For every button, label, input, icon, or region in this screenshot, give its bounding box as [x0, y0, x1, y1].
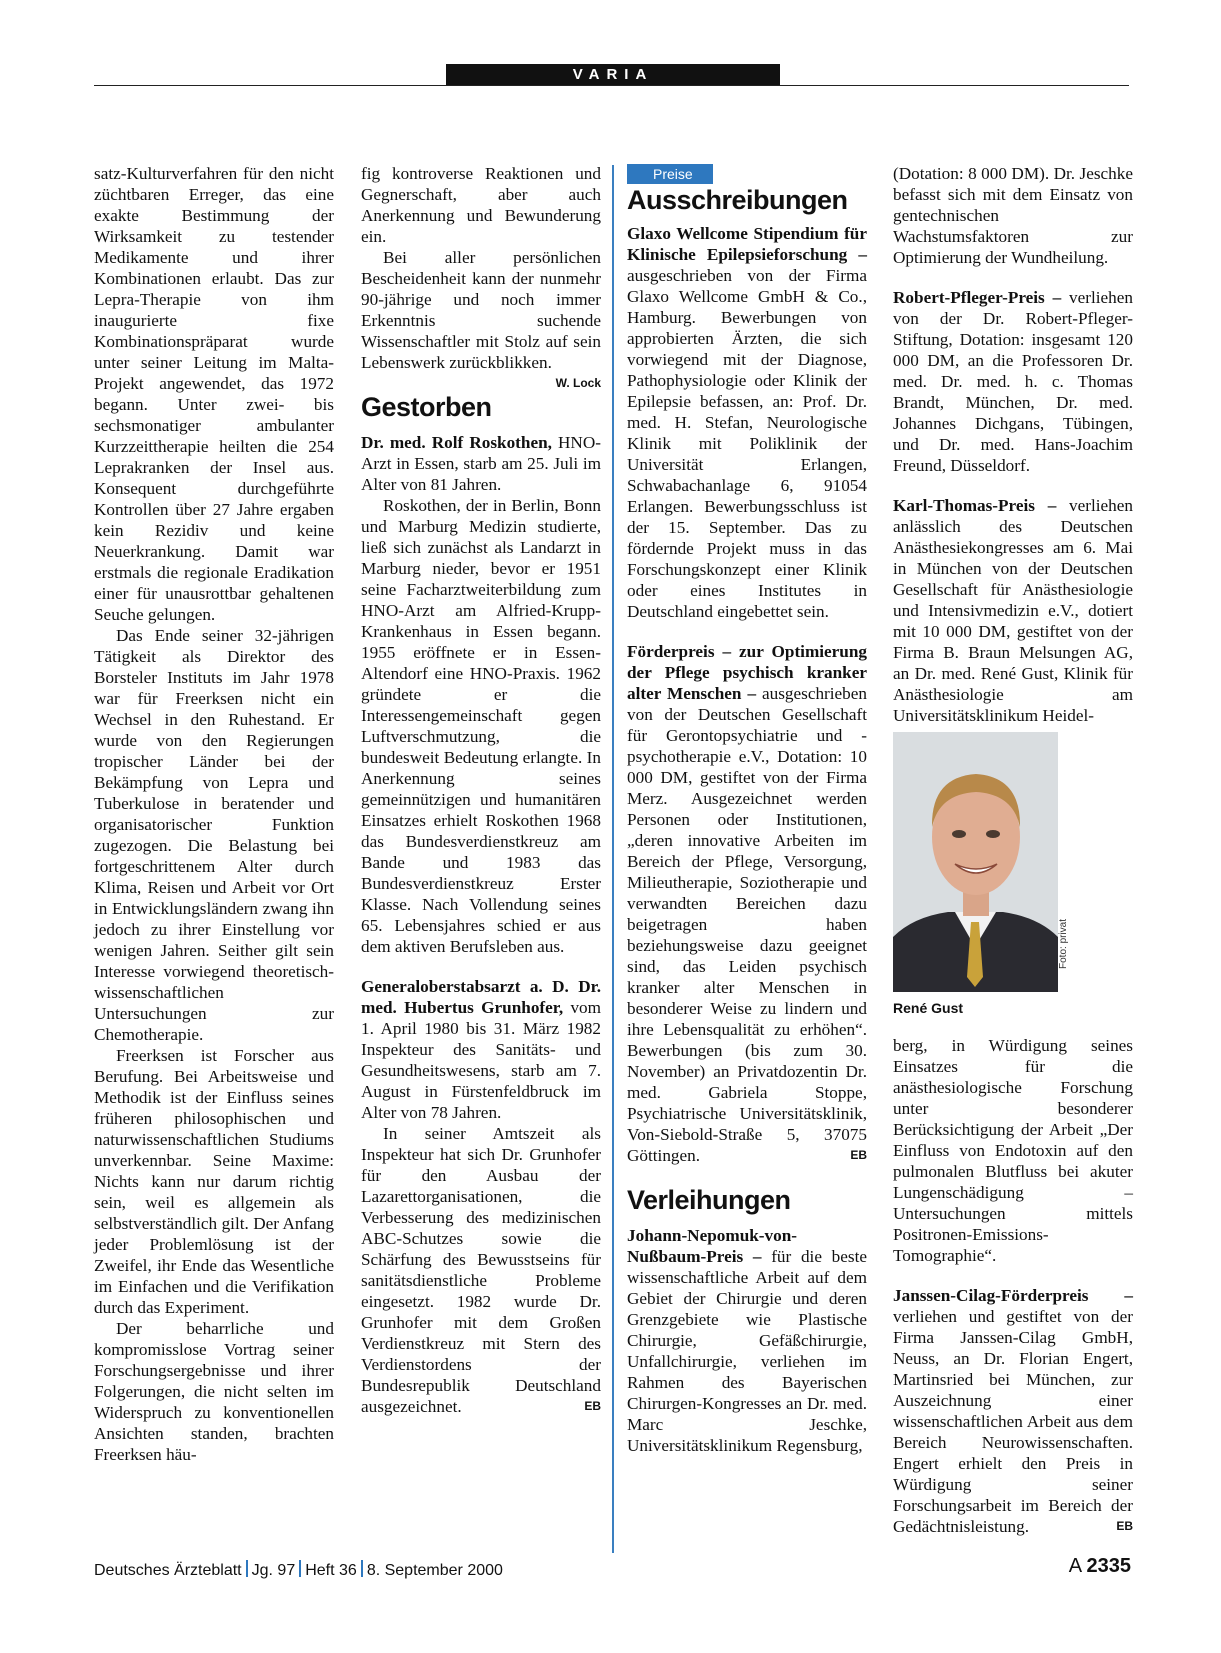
column-4 [893, 163, 1133, 1537]
page-number-value: 2335 [1086, 1555, 1131, 1577]
obituary-entry [361, 976, 601, 1123]
award-entry [893, 1285, 1133, 1537]
entry-text: verliehen und gestiftet von der Firma Janssen-Cilag GmbH, Neuss, an Dr. Florian Engert, Martinsried bei München, zur Auszeichnung einer wissenschaftlichen Arbeit aus dem Bereich Neurowissenschaften. Engert erhielt den Preis in Würdigung seiner Forschungsarbeit im Bereich der Gedächtnisleistung. [893, 1307, 1133, 1536]
section-label: VARIA [446, 64, 780, 86]
entry-text: HNO-Arzt in Essen, starb am 25. Juli im Alter von 81 Jahren. [361, 433, 601, 494]
section-heading-gestorben: Gestorben [361, 392, 492, 422]
award-entry [893, 287, 1133, 476]
entry-text: vom 1. April 1980 bis 31. März 1982 Inspekteur des Sanitäts- und Gesundheitswesens, starb am 7. August in Fürstenfeldbruck im Alter von 78 Jahren. [361, 998, 601, 1122]
separator [299, 1560, 301, 1577]
column-3 [627, 163, 867, 1456]
page-number [1069, 1555, 1131, 1578]
paragraph: fig kontroverse Reaktionen und Gegnerschaft, aber auch Anerkennung und Bewunderung ein. [361, 164, 601, 246]
paragraph-text: Bei aller persönlichen Bescheidenheit kann der nunmehr 90-jährige und noch immer Erkenntnis suchende Wissenschaftler mit Stolz auf sein Lebenswerk zurückblikken. [361, 248, 601, 372]
column-2 [361, 163, 601, 1417]
award-entry [627, 641, 867, 1166]
paragraph: Roskothen, der in Berlin, Bonn und Marburg Medizin studierte, ließ sich zunächst als Landarzt in Marburg nieder, bevor er 1951 seine Facharztweiterbildung zum HNO-Arzt am Alfried-Krupp-Krankenhaus in Essen begann. 1955 eröffnete er in Essen-Altendorf eine HNO-Praxis. 1962 gründete er die Interessengemeinschaft gegen Luftverschmutzung, die bundesweit Bedeutung erlangte. In Anerkennung seines gemeinnützigen und humanitären Einsatzes erhielt Roskothen 1968 das Bundesverdienstkreuz am Bande und 1983 das Bundesverdienstkreuz Erster Klasse. Nach Vollendung seines 65. Lebensjahres schied er aus dem aktiven Berufsleben aus. [361, 496, 601, 956]
journal-volume: Jg. 97 [251, 1562, 296, 1579]
paragraph [361, 1123, 601, 1417]
award-entry [627, 1225, 867, 1456]
page-prefix: A [1068, 1555, 1081, 1577]
paragraph: (Dotation: 8 000 DM). Dr. Jeschke befasst sich mit dem Einsatz von gentechnischen Wachstumsfaktoren zur Optimierung der Wundheilung. [893, 164, 1133, 267]
journal-date: 8. September 2000 [366, 1562, 503, 1579]
paragraph: Das Ende seiner 32-jährigen Tätigkeit als Direktor des Borsteler Instituts im Jahr 1978 war für Freerksen nicht ein Wechsel in den Ruhestand. Er wurde von den Regierungen tropischer Länder bei der Bekämpfung von Lepra und Tuberkulose in beratender und organisatorischer Funktion zugezogen. Die Belastung bei fortgeschrittenem Alter durch Klima, Reisen und Arbeit vor Ort in Entwicklungsländern zwang ihn jedoch zu ihrer Einstellung vor wenigen Jahren. Seither gilt sein Interesse vorwiegend theoretisch-wissenschaftlichen Untersuchungen zur Chemotherapie. [94, 626, 334, 1044]
author-signature: EB [1116, 1519, 1133, 1533]
entry-text: verliehen von der Dr. Robert-Pfleger-Stiftung, Dotation: insgesamt 120 000 DM, an die Professoren Dr. med. Dr. med. h. c. Thomas Brandt, München, Dr. med. Johannes Dichgans, Tübingen, und Dr. med. Hans-Joachim Freund, Düsseldorf. [893, 288, 1133, 475]
award-entry [893, 495, 1133, 726]
journal-name: Deutsches Ärzteblatt [94, 1562, 242, 1579]
portrait-illustration [893, 732, 1058, 992]
category-tag: Preise [627, 164, 713, 184]
author-signature: W. Lock [555, 376, 601, 390]
portrait-photo [893, 732, 1058, 992]
obituary-entry [361, 432, 601, 495]
entry-name: Karl-Thomas-Preis – [893, 496, 1057, 515]
entry-name: Janssen-Cilag-Förderpreis – [893, 1286, 1133, 1305]
entry-text: ausgeschrieben von der Deutschen Gesellschaft für Gerontopsychiatrie und -psychotherapie e.V., Dotation: 10 000 DM, gestiftet von der Firma Merz. Ausgezeichnet werden Personen oder Institutionen, „deren innovative Arbeiten im Bereich der Pflege, Versorgung, Milieutherapie, Soziotherapie und verwandten Bereichen dazu beigetragen haben beziehungsweise dazu geeignet sind, das Leiden psychisch kranker alter Menschen in besonderer Weise zu lindern und ihre Lebensqualität zu erhöhen“. Bewerbungen (bis zum 30. November) an Privatdozentin Dr. med. Gabriela Stoppe, Psychiatrische Universitätsklinik, Von-Siebold-Straße 5, 37075 Göttingen. [627, 684, 867, 1165]
paragraph: Freerksen ist Forscher aus Berufung. Bei Arbeitsweise und Methodik ist der Einfluss seines früheren philosophischen und naturwissenschaftlichen Studiums unverkennbar. Seine Maxime: Nichts kann nur darum richtig sein, weil es allgemein als selbstverständlich gilt. Der Anfang jeder Problemlösung ist der Zweifel, ihr Ende das Wesentliche im Einfachen und die Verifikation durch das Experiment. [94, 1046, 334, 1317]
paragraph: Der beharrliche und kompromisslose Vortrag seiner Forschungsergebnisse und ihrer Folgerungen, die nicht selten im Widerspruch zu konventionellen Ansichten standen, brachten Freerksen häu- [94, 1319, 334, 1464]
photo-credit: Foto: privat [1058, 918, 1069, 969]
section-heading-verleihungen: Verleihungen [627, 1185, 791, 1215]
entry-name: Robert-Pfleger-Preis – [893, 288, 1062, 307]
entry-text: verliehen anlässlich des Deutschen Anästhesiekongresses am 6. Mai in München von der Deutschen Gesellschaft für Anästhesiologie und Intensivmedizin e.V., dotiert mit 10 000 DM, gestiftet von der Firma B. Braun Melsungen AG, an Dr. med. René Gust, Klinik für Anästhesiologie am Universitätsklinikum Heidel- [893, 496, 1133, 725]
entry-name: Dr. med. Rolf Roskothen, [361, 433, 552, 452]
section-heading-ausschreibungen: Ausschreibungen [627, 185, 848, 215]
paragraph: berg, in Würdigung seines Einsatzes für die anästhesiologische Forschung unter besonderer Berücksichtigung der Arbeit „Der Einfluss von Endotoxin auf den pulmonalen Blutfluss bei akuter Lungenschädigung – Untersuchungen mittels Positronen-Emissions-Tomographie“. [893, 1036, 1133, 1265]
author-signature: EB [584, 1399, 601, 1413]
separator [246, 1560, 248, 1577]
entry-text: ausgeschrieben von der Firma Glaxo Wellcome GmbH & Co., Hamburg. Bewerbungen von approbierten Ärzten, die sich vorwiegend mit der Diagnose, Pathophysiologie oder Klinik der Epilepsie befassen, an: Prof. Dr. med. H. Stefan, Neurologische Klinik mit Poliklinik der Universität Erlangen, Schwabachanlage 6, 91054 Erlangen. Bewerbungsschluss ist der 15. September. Das zu fördernde Projekt muss in das Forschungskonzept einer Klinik oder eines Institutes in Deutschland eingebettet sein. [627, 266, 867, 621]
column-1 [94, 163, 334, 1465]
photo-caption: René Gust [893, 1000, 964, 1016]
entry-name: Glaxo Wellcome Stipendium für Klinische Epilepsieforschung – [627, 224, 867, 264]
paragraph-text: In seiner Amtszeit als Inspekteur hat sich Dr. Grunhofer für den Ausbau der Lazarettorganisationen, die Verbesserung des medizinischen ABC-Schutzes sowie die Schärfung des Bewusstseins für sanitätsdienstliche Probleme eingesetzt. 1982 wurde Dr. Grunhofer mit dem Großen Verdienstkreuz mit Stern des Verdienstordens der Bundesrepublik Deutschland ausgezeichnet. [361, 1124, 601, 1416]
paragraph: satz-Kulturverfahren für den nicht züchtbaren Erreger, das eine exakte Bestimmung der Wirksamkeit zu testender Medikamente und ihrer Kombinationen erlaubt. Das zur Lepra-Therapie von ihm inaugurierte fixe Kombinationspräparat wurde unter seiner Leitung im Malta-Projekt angewendet, das 1972 begann. Unter zwei- bis sechsmonatiger ambulanter Kurzzeittherapie heilten die 254 Leprakranken der Insel aus. Konsequent durchgeführte Kontrollen über 27 Jahre ergaben kein Rezidiv und keine Neuerkrankung. Damit war erstmals die regionale Eradikation einer für unausrottbar gehaltenen Seuche gelungen. [94, 164, 334, 624]
entry-name: Johann-Nepomuk-von-Nußbaum-Preis – [627, 1226, 798, 1266]
entry-name: Förderpreis – zur Optimierung der Pflege psychisch kranker alter Menschen – [627, 642, 867, 703]
journal-issue: Heft 36 [305, 1562, 357, 1579]
paragraph [361, 247, 601, 390]
separator [361, 1560, 363, 1577]
column-divider [612, 165, 614, 1553]
entry-text: für die beste wissenschaftliche Arbeit auf dem Gebiet der Chirurgie und deren Grenzgebiete wie Plastische Chirurgie, Gefäßchirurgie, Unfallchirurgie, verliehen im Rahmen des Bayerischen Chirurgen-Kongresses an Dr. med. Marc Jeschke, Universitätsklinikum Regensburg, [627, 1247, 867, 1455]
author-signature: EB [850, 1148, 867, 1162]
award-entry [627, 223, 867, 622]
footer [94, 1560, 503, 1580]
entry-name: Generaloberstabsarzt a. D. Dr. med. Hubertus Grunhofer, [361, 977, 601, 1017]
header-rule [94, 85, 1129, 86]
